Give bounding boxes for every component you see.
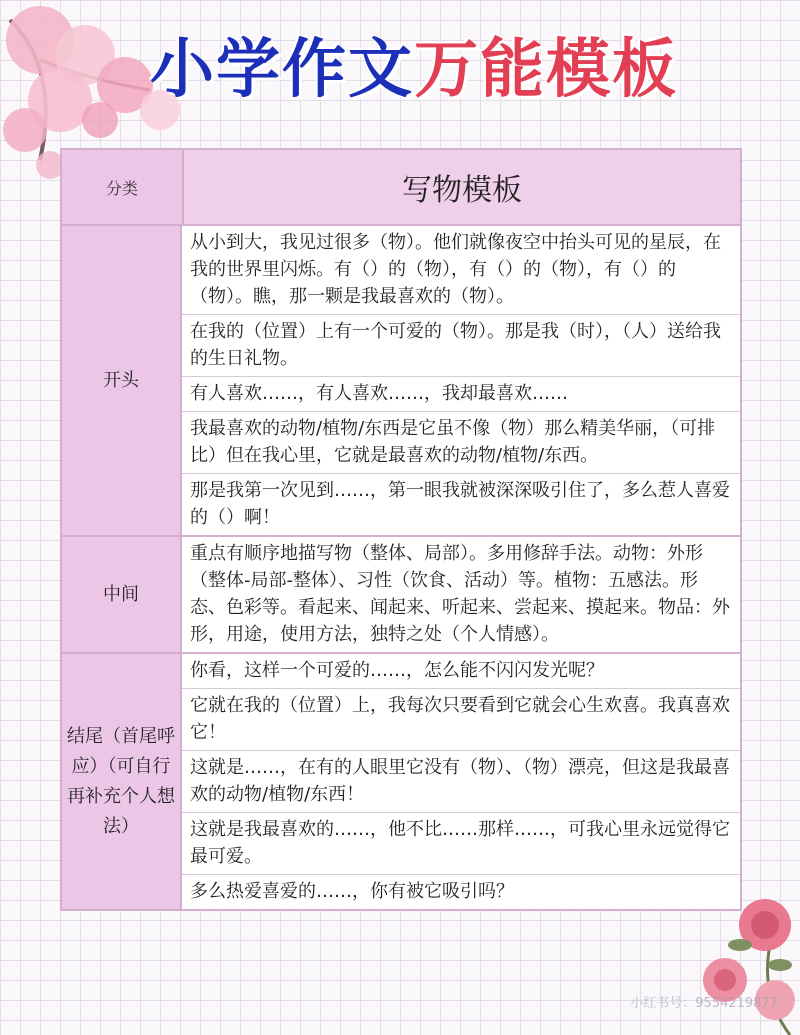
list-item: 多么热爱喜爱的……，你有被它吸引吗？	[190, 881, 514, 902]
list-item: 你看，这样一个可爱的……，怎么能不闪闪发光呢？	[182, 654, 740, 689]
watermark: 小红书号：9554219877	[630, 996, 778, 1011]
list-item: 这就是……，在有的人眼里它没有（物）、（物）漂亮，但这是我最喜欢的动物/植物/东西！	[182, 751, 740, 813]
list-item: 从小到大，我见过很多（物）。他们就像夜空中抬头可见的星辰，在我的世界里闪烁。有（）的（物），有（）的（物），有（）的（物）。瞧，那一颗是我最喜欢的（物）。	[182, 226, 740, 315]
list-item: 有人喜欢……，有人喜欢……，我却最喜欢……	[182, 377, 740, 412]
section-items	[182, 654, 740, 909]
section-label: 结尾（首尾呼应）（可自行再补充个人想法）	[62, 654, 182, 909]
section-items	[182, 537, 740, 652]
template-header: 写物模板	[184, 150, 740, 224]
section-opening	[62, 226, 740, 537]
section-middle	[62, 537, 740, 654]
title-part-blue: 小学作文	[150, 33, 414, 107]
list-item: 那是我第一次见到……，第一眼我就被深深吸引住了，多么惹人喜爱的（）啊！	[190, 480, 730, 528]
template-table	[60, 148, 742, 911]
category-header: 分类	[62, 150, 184, 224]
table-header-row	[62, 150, 740, 226]
section-ending	[62, 654, 740, 909]
title-part-red: 万能模板	[414, 33, 678, 107]
page-title	[150, 33, 750, 107]
list-item: 我最喜欢的动物/植物/东西是它虽不像（物）那么精美华丽，（可排比）但在我心里，它就是最喜欢的动物/植物/东西。	[182, 412, 740, 474]
section-items	[182, 226, 740, 535]
section-label: 中间	[62, 537, 182, 652]
list-item: 重点有顺序地描写物（整体、局部）。多用修辞手法。动物：外形（整体-局部-整体）、习性（饮食、活动）等。植物：五感法。形态、色彩等。看起来、闻起来、听起来、尝起来、摸起来。物品：外形，用途，使用方法，独特之处（个人情感）。	[190, 543, 730, 645]
list-item: 它就在我的（位置）上，我每次只要看到它就会心生欢喜。我真喜欢它！	[182, 689, 740, 751]
list-item: 这就是我最喜欢的……，他不比……那样……，可我心里永远觉得它最可爱。	[182, 813, 740, 875]
section-label: 开头	[62, 226, 182, 535]
list-item: 在我的（位置）上有一个可爱的（物）。那是我（时），（人）送给我的生日礼物。	[182, 315, 740, 377]
